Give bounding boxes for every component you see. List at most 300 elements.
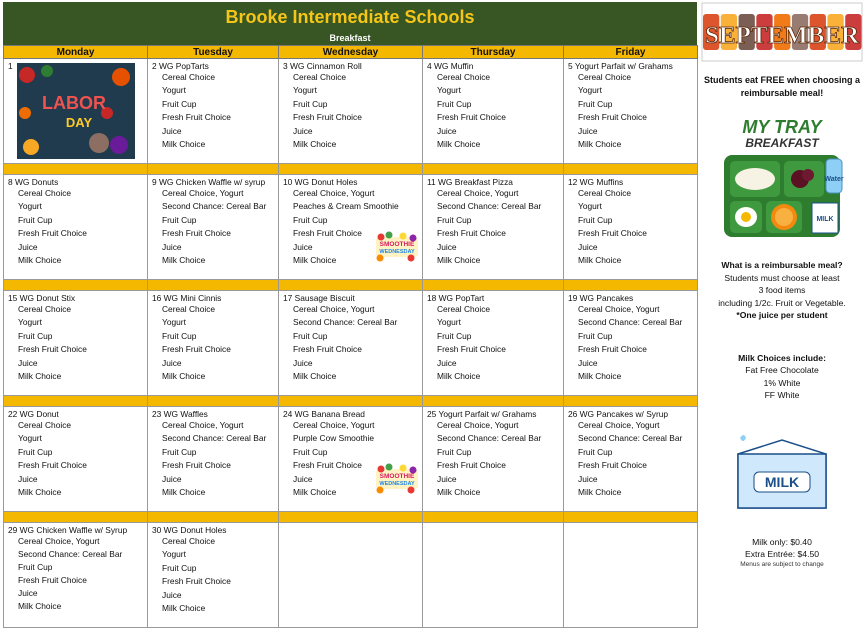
menu-item: Yogurt: [18, 201, 42, 212]
day-heading: [423, 175, 563, 187]
menu-item: Fresh Fruit Choice: [293, 344, 362, 355]
day-number: 25: [427, 409, 437, 419]
menu-item: Milk Choice: [578, 139, 622, 150]
menu-item: Fresh Fruit Choice: [437, 228, 506, 239]
menu-item: Second Chance: Cereal Bar: [18, 549, 123, 559]
day-content: [4, 59, 147, 163]
day-cell-thursday: [423, 407, 564, 512]
menu-item: Milk Choice: [293, 487, 337, 498]
menu-item: Fruit Cup: [437, 446, 472, 457]
day-cell-monday: [4, 175, 148, 280]
main-entree: WG Waffles: [163, 409, 208, 419]
day-heading: [4, 523, 147, 535]
menu-item: Fresh Fruit Choice: [162, 460, 231, 471]
day-heading: [279, 291, 422, 303]
menu-item: Fresh Fruit Choice: [18, 344, 87, 355]
day-content: [4, 291, 147, 395]
day-cell-tuesday: [148, 291, 279, 396]
tray-milk-label: MILK: [816, 216, 834, 223]
day-cell-friday: [564, 175, 698, 280]
week-row: [4, 407, 698, 512]
day-cell-monday: [4, 523, 148, 628]
day-number: 15: [8, 293, 18, 303]
menu-item: Fruit Cup: [293, 98, 328, 109]
separator-cell: [423, 164, 564, 175]
tray-title-line2: BREAKFAST: [745, 136, 819, 150]
main-entree: WG Muffin: [434, 61, 474, 71]
day-heading: [564, 523, 697, 525]
day-cell-friday: [564, 407, 698, 512]
day-cell-tuesday: [148, 59, 279, 164]
menu-item: Fruit Cup: [18, 562, 53, 572]
day-number: 16: [152, 293, 162, 303]
menu-item: Juice: [437, 357, 457, 368]
day-heading: [564, 407, 697, 419]
main-entree: WG Muffins: [579, 177, 624, 187]
menu-item: Juice: [162, 357, 182, 368]
day-cell-tuesday: [148, 523, 279, 628]
reimbursable-line-3: including 1/2c. Fruit or Vegetable.: [718, 297, 846, 308]
extra-entree-price: Extra Entrée: $4.50: [744, 549, 820, 559]
day-number: 5: [568, 61, 573, 71]
menu-item: Fresh Fruit Choice: [437, 112, 506, 123]
day-number: 24: [283, 409, 293, 419]
menu-item: Peaches & Cream Smoothie: [293, 201, 399, 212]
menu-item: Fresh Fruit Choice: [162, 344, 231, 355]
day-content: [279, 175, 422, 279]
menu-item: Milk Choice: [162, 487, 206, 498]
main-entree: Sausage Biscuit: [294, 293, 355, 303]
menu-item: Fresh Fruit Choice: [162, 228, 231, 239]
separator-cell: [564, 512, 698, 523]
menu-item: Cereal Choice: [293, 72, 347, 82]
weekday-header-row: [4, 46, 698, 59]
menu-item: Milk Choice: [18, 255, 62, 266]
week-row: [4, 59, 698, 164]
reimbursable-line-2: 3 food items: [758, 285, 806, 295]
menu-item: Juice: [293, 125, 313, 136]
week-row: [4, 175, 698, 280]
menu-item: Fruit Cup: [18, 214, 53, 225]
day-cell-friday: [564, 291, 698, 396]
day-heading: [423, 291, 563, 303]
menu-item: Cereal Choice, Yogurt: [293, 188, 375, 198]
menu-item: Juice: [578, 125, 598, 136]
menu-item: Cereal Choice: [437, 72, 491, 82]
menu-item: Fresh Fruit Choice: [578, 460, 647, 471]
day-number: 8: [8, 177, 13, 187]
day-content: [148, 59, 278, 163]
menu-item: Fresh Fruit Choice: [162, 576, 231, 587]
menu-item: Yogurt: [578, 85, 602, 96]
menu-item: Juice: [578, 357, 598, 368]
day-cell-wednesday: [279, 523, 423, 628]
day-heading: [564, 291, 697, 303]
day-cell-monday: [4, 291, 148, 396]
day-number: 10: [283, 177, 293, 187]
weekday-friday: Friday: [564, 46, 698, 59]
menu-item: Fresh Fruit Choice: [437, 344, 506, 355]
day-content: [564, 523, 697, 627]
menu-item: Juice: [293, 473, 313, 484]
menu-item: Milk Choice: [18, 487, 62, 498]
calendar-table: [3, 45, 698, 628]
separator-cell: [4, 396, 148, 407]
milk-choice-2: 1% White: [763, 377, 801, 388]
main-entree: WG Mini Cinnis: [163, 293, 222, 303]
smoothie-text-line1: SMOOTHIE: [379, 473, 415, 480]
main-entree: Yogurt Parfait w/ Grahams: [438, 409, 537, 419]
menu-item: Juice: [18, 588, 38, 598]
menu-item: Fresh Fruit Choice: [437, 460, 506, 471]
menu-item: Cereal Choice: [162, 304, 216, 314]
day-content: [279, 523, 422, 627]
menu-item: Fruit Cup: [18, 446, 53, 457]
main-entree: WG Donut: [19, 409, 59, 419]
smoothie-text-line1: SMOOTHIE: [379, 241, 415, 248]
weekday-tuesday: Tuesday: [148, 46, 279, 59]
weekday-wednesday: Wednesday: [279, 46, 423, 59]
day-number: 9: [152, 177, 157, 187]
separator-cell: [148, 396, 279, 407]
menu-item: Yogurt: [293, 85, 317, 96]
menu-item: Juice: [162, 473, 182, 484]
day-heading: [279, 59, 422, 71]
weekday-monday: Monday: [4, 46, 148, 59]
menu-item: Milk Choice: [437, 139, 481, 150]
separator-cell: [148, 512, 279, 523]
menu-item: Yogurt: [437, 85, 461, 96]
september-month-title: SEPTEMBER: [705, 23, 860, 49]
day-content: [564, 407, 697, 511]
menu-item: Cereal Choice, Yogurt: [437, 188, 519, 198]
menu-item: Milk Choice: [162, 603, 206, 614]
day-heading: [279, 175, 422, 187]
menu-item: Fruit Cup: [162, 98, 197, 109]
menu-item: Juice: [578, 473, 598, 484]
day-heading: [423, 59, 563, 71]
day-cell-wednesday: [279, 407, 423, 512]
milk-choices-title: Milk Choices include:: [738, 352, 826, 363]
menu-item: Yogurt: [18, 317, 42, 328]
day-number: 19: [568, 293, 578, 303]
main-entree: WG Banana Bread: [294, 409, 365, 419]
day-heading: [4, 291, 147, 303]
main-entree: WG PopTarts: [159, 61, 209, 71]
menu-item: Yogurt: [162, 85, 186, 96]
day-heading: [279, 523, 422, 525]
separator-cell: [564, 280, 698, 291]
menu-item: Milk Choice: [578, 371, 622, 382]
separator-cell: [423, 512, 564, 523]
day-content: [564, 59, 697, 163]
separator-cell: [279, 396, 423, 407]
day-heading: [4, 175, 147, 187]
menu-item: Milk Choice: [293, 371, 337, 382]
day-content: [423, 523, 563, 627]
main-entree: WG Cinnamon Roll: [290, 61, 362, 71]
day-content: [423, 407, 563, 511]
menu-item: Second Chance: Cereal Bar: [162, 201, 267, 212]
menu-item: Second Chance: Cereal Bar: [578, 433, 683, 444]
menu-item: Yogurt: [162, 549, 186, 560]
separator-cell: [279, 512, 423, 523]
menu-item: Milk Choice: [18, 601, 62, 611]
smoothie-wednesday-icon: [375, 463, 419, 495]
main-entree: WG PopTart: [438, 293, 485, 303]
menu-item: Fresh Fruit Choice: [18, 460, 87, 471]
menu-item: Milk Choice: [437, 487, 481, 498]
menu-item: Fruit Cup: [162, 446, 197, 457]
menu-item: Cereal Choice: [578, 188, 632, 198]
breakfast-tray-illustration: [720, 111, 844, 241]
page-title: Brooke Intermediate Schools: [3, 2, 697, 32]
menu-item: Fruit Cup: [578, 98, 613, 109]
menu-item: Cereal Choice: [162, 72, 216, 82]
day-cell-thursday: [423, 291, 564, 396]
menu-disclaimer: Menus are subject to change: [740, 560, 824, 568]
menu-item: Second Chance: Cereal Bar: [293, 317, 398, 328]
reimbursable-question: What is a reimbursable meal?: [721, 260, 843, 270]
menu-item: Fruit Cup: [18, 330, 53, 341]
day-content: [564, 175, 697, 279]
menu-item: Fruit Cup: [578, 330, 613, 341]
week-separator: [4, 280, 698, 291]
menu-item: Fresh Fruit Choice: [18, 228, 87, 239]
day-content: [423, 291, 563, 395]
menu-item: Milk Choice: [578, 487, 622, 498]
menu-item: Fruit Cup: [437, 330, 472, 341]
separator-cell: [148, 164, 279, 175]
menu-item: Juice: [293, 357, 313, 368]
day-number: 29: [8, 525, 18, 535]
main-entree: WG Pancakes: [579, 293, 634, 303]
separator-cell: [279, 280, 423, 291]
menu-item: Juice: [437, 473, 457, 484]
menu-item: Juice: [18, 473, 38, 484]
day-content: [148, 175, 278, 279]
menu-item: Cereal Choice: [18, 420, 72, 430]
day-content: [279, 291, 422, 395]
day-content: [148, 523, 278, 627]
main-entree: WG Chicken Waffle w/ syrup: [159, 177, 266, 187]
menu-item: Milk Choice: [578, 255, 622, 266]
main-entree: WG Donut Holes: [294, 177, 358, 187]
menu-item: Second Chance: Cereal Bar: [437, 433, 542, 444]
menu-item: Cereal Choice, Yogurt: [18, 536, 100, 546]
menu-item: Fruit Cup: [293, 446, 328, 457]
day-cell-wednesday: [279, 291, 423, 396]
menu-item: Cereal Choice, Yogurt: [578, 420, 660, 430]
day-cell-friday: [564, 59, 698, 164]
day-number: 26: [568, 409, 578, 419]
info-sidebar: [700, 2, 864, 588]
day-heading: [423, 523, 563, 525]
day-cell-tuesday: [148, 175, 279, 280]
menu-item: Cereal Choice: [578, 72, 632, 82]
main-entree: WG Donut Holes: [163, 525, 227, 535]
day-content: [4, 407, 147, 511]
separator-cell: [564, 396, 698, 407]
reimbursable-line-1: Students must choose at least: [724, 272, 840, 283]
labor-day-text-line2: DAY: [65, 115, 93, 130]
smoothie-text-line2: WEDNESDAY: [379, 249, 415, 255]
menu-item: Milk Choice: [162, 371, 206, 382]
menu-item: Fruit Cup: [162, 330, 197, 341]
menu-item: Juice: [18, 241, 38, 252]
menu-item: Cereal Choice, Yogurt: [293, 304, 375, 314]
day-heading: [564, 59, 697, 71]
separator-cell: [4, 280, 148, 291]
menu-item: Milk Choice: [293, 139, 337, 150]
day-content: [564, 291, 697, 395]
milk-only-price: Milk only: $0.40: [752, 536, 812, 547]
tray-title-line1: MY TRAY: [742, 117, 822, 137]
weekday-thursday: Thursday: [423, 46, 564, 59]
day-cell-wednesday: [279, 175, 423, 280]
menu-item: Milk Choice: [18, 371, 62, 382]
week-separator: [4, 396, 698, 407]
separator-cell: [148, 280, 279, 291]
menu-item: Juice: [18, 357, 38, 368]
smoothie-text-line2: WEDNESDAY: [379, 481, 415, 487]
day-number: 4: [427, 61, 432, 71]
menu-item: Fresh Fruit Choice: [18, 575, 87, 585]
menu-item: Fresh Fruit Choice: [578, 344, 647, 355]
menu-item: Juice: [162, 589, 182, 600]
menu-item: Milk Choice: [162, 255, 206, 266]
menu-item: Yogurt: [18, 433, 42, 444]
labor-day-illustration: [17, 63, 135, 159]
smoothie-wednesday-icon: [375, 231, 419, 263]
menu-item: Juice: [437, 241, 457, 252]
day-number: 11: [427, 177, 436, 187]
milk-carton-illustration: [732, 430, 832, 512]
menu-item: Fruit Cup: [437, 214, 472, 225]
main-entree: WG Donut Stix: [19, 293, 76, 303]
separator-cell: [279, 164, 423, 175]
menu-item: Cereal Choice: [162, 536, 216, 546]
menu-item: Yogurt: [437, 317, 461, 328]
day-content: [423, 175, 563, 279]
menu-item: Cereal Choice: [18, 304, 72, 314]
menu-item: Cereal Choice, Yogurt: [578, 304, 660, 314]
water-bottle-label: Water: [824, 176, 844, 183]
menu-item: Juice: [162, 241, 182, 252]
main-entree: Yogurt Parfait w/ Grahams: [574, 61, 673, 71]
day-number: 3: [283, 61, 288, 71]
menu-item: Second Chance: Cereal Bar: [578, 317, 683, 328]
day-heading: [148, 291, 278, 303]
day-cell-monday: [4, 59, 148, 164]
menu-item: Fruit Cup: [578, 214, 613, 225]
menu-item: Fruit Cup: [578, 446, 613, 457]
main-entree: WG Chicken Waffle w/ Syrup: [19, 525, 128, 535]
day-content: [279, 407, 422, 511]
menu-calendar: [3, 2, 697, 614]
menu-item: Cereal Choice, Yogurt: [162, 420, 244, 430]
menu-item: Cereal Choice, Yogurt: [293, 420, 375, 430]
day-heading: [148, 59, 278, 71]
menu-item: Fruit Cup: [162, 214, 197, 225]
week-separator: [4, 164, 698, 175]
day-content: [148, 291, 278, 395]
day-number: 2: [152, 61, 157, 71]
menu-item: Milk Choice: [293, 255, 337, 266]
labor-day-text-line1: LABOR: [42, 93, 106, 113]
week-separator: [4, 512, 698, 523]
day-cell-thursday: [423, 523, 564, 628]
menu-item: Fruit Cup: [162, 562, 197, 573]
day-number: 30: [152, 525, 162, 535]
menu-item: Second Chance: Cereal Bar: [437, 201, 542, 212]
menu-item: Juice: [293, 241, 313, 252]
day-content: [423, 59, 563, 163]
day-number: 17: [283, 293, 293, 303]
day-number: 23: [152, 409, 162, 419]
day-cell-thursday: [423, 175, 564, 280]
menu-item: Milk Choice: [437, 255, 481, 266]
day-content: [4, 175, 147, 279]
day-content: [4, 523, 147, 627]
day-content: [148, 407, 278, 511]
day-content: [279, 59, 422, 163]
separator-cell: [4, 512, 148, 523]
menu-item: Fresh Fruit Choice: [578, 112, 647, 123]
week-row: [4, 523, 698, 628]
menu-item: Fresh Fruit Choice: [162, 112, 231, 123]
menu-item: Fresh Fruit Choice: [293, 228, 362, 239]
day-heading: [423, 407, 563, 419]
menu-item: Purple Cow Smoothie: [293, 433, 374, 444]
week-row: [4, 291, 698, 396]
day-heading: [148, 175, 278, 187]
main-entree: WG Breakfast Pizza: [438, 177, 513, 187]
menu-item: Milk Choice: [437, 371, 481, 382]
page-subtitle: Breakfast: [3, 32, 697, 45]
day-cell-tuesday: [148, 407, 279, 512]
menu-item: Fresh Fruit Choice: [293, 112, 362, 123]
reimbursable-line-4: *One juice per student: [736, 310, 828, 320]
day-heading: [4, 407, 147, 419]
separator-cell: [564, 164, 698, 175]
day-heading: [148, 523, 278, 535]
free-meal-note: Students eat FREE when choosing a reimbursable meal!: [703, 75, 861, 98]
menu-item: Cereal Choice: [437, 304, 491, 314]
menu-item: Second Chance: Cereal Bar: [162, 433, 267, 444]
menu-item: Cereal Choice, Yogurt: [437, 420, 519, 430]
september-banner: [701, 2, 863, 62]
day-cell-thursday: [423, 59, 564, 164]
day-heading: [279, 407, 422, 419]
main-entree: WG Donuts: [15, 177, 59, 187]
menu-item: Cereal Choice: [18, 188, 72, 198]
separator-cell: [4, 164, 148, 175]
day-cell-wednesday: [279, 59, 423, 164]
menu-item: Fruit Cup: [293, 330, 328, 341]
day-heading: [564, 175, 697, 187]
day-number: 22: [8, 409, 18, 419]
separator-cell: [423, 396, 564, 407]
milk-carton-label: MILK: [764, 473, 800, 490]
menu-item: Fruit Cup: [293, 214, 328, 225]
main-entree: WG Pancakes w/ Syrup: [579, 409, 669, 419]
menu-item: Juice: [437, 125, 457, 136]
menu-item: Fruit Cup: [437, 98, 472, 109]
day-cell-friday: [564, 523, 698, 628]
menu-item: Juice: [162, 125, 182, 136]
menu-item: Juice: [578, 241, 598, 252]
